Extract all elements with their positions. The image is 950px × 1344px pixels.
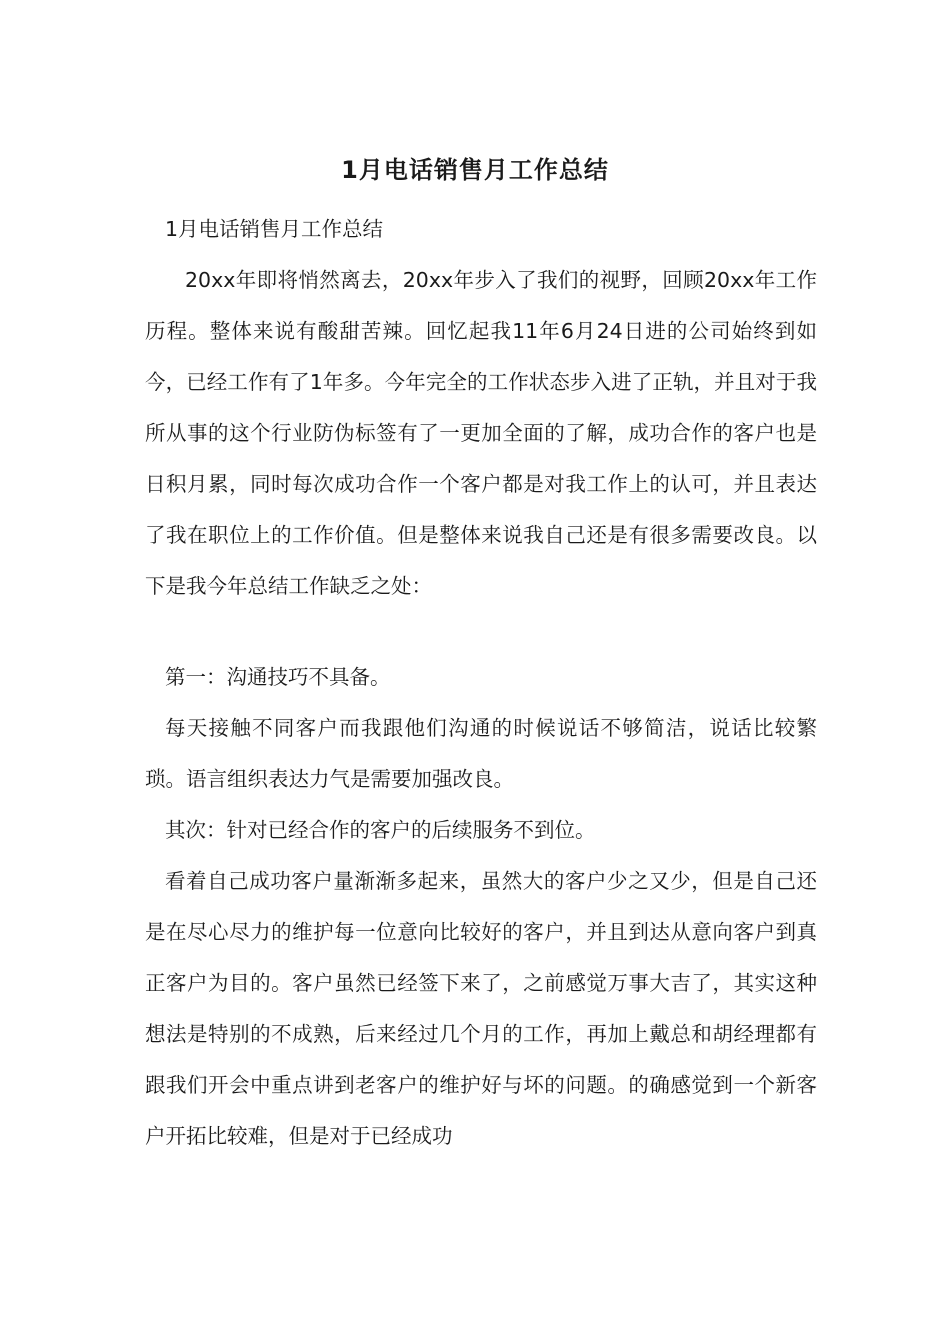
- paragraph-gap: [145, 612, 817, 652]
- paragraph-service: 看着自己成功客户量渐渐多起来，虽然大的客户少之又少，但是自己还是在尽心尽力的维护每一位意向比较好的客户，并且到达从意向客户到真正客户为目的。客户虽然已经签下来了，之前感觉万事大吉了，其实这种想法是特别的不成熟，后来经过几个月的工作，再加上戴总和胡经理都有跟我们开会中重点讲到老客户的维护好与坏的问题。的确感觉到一个新客户开拓比较难，但是对于已经成功: [145, 869, 817, 1148]
- paragraph-intro: 20xx年即将悄然离去，20xx年步入了我们的视野，回顾20xx年工作历程。整体来说有酸甜苦辣。回忆起我11年6月24日进的公司始终到如今，已经工作有了1年多。今年完全的工作状态步入进了正轨，并且对于我所从事的这个行业防伪标签有了一更加全面的了解，成功合作的客户也是日积月累，同时每次成功合作一个客户都是对我工作上的认可，并且表达了我在职位上的工作价值。但是整体来说我自己还是有很多需要改良。以下是我今年总结工作缺乏之处：: [145, 268, 817, 598]
- document-body: [145, 204, 817, 1162]
- paragraph-heading-second: 其次：针对已经合作的客户的后续服务不到位。: [165, 818, 596, 842]
- subtitle: 1月电话销售月工作总结: [165, 217, 384, 241]
- paragraph-heading-first: 第一：沟通技巧不具备。: [165, 665, 391, 689]
- paragraph-communication: 每天接触不同客户而我跟他们沟通的时候说话不够简洁，说话比较繁琐。语言组织表达力气是需要加强改良。: [145, 716, 817, 791]
- document-title: 1月电话销售月工作总结: [341, 156, 609, 184]
